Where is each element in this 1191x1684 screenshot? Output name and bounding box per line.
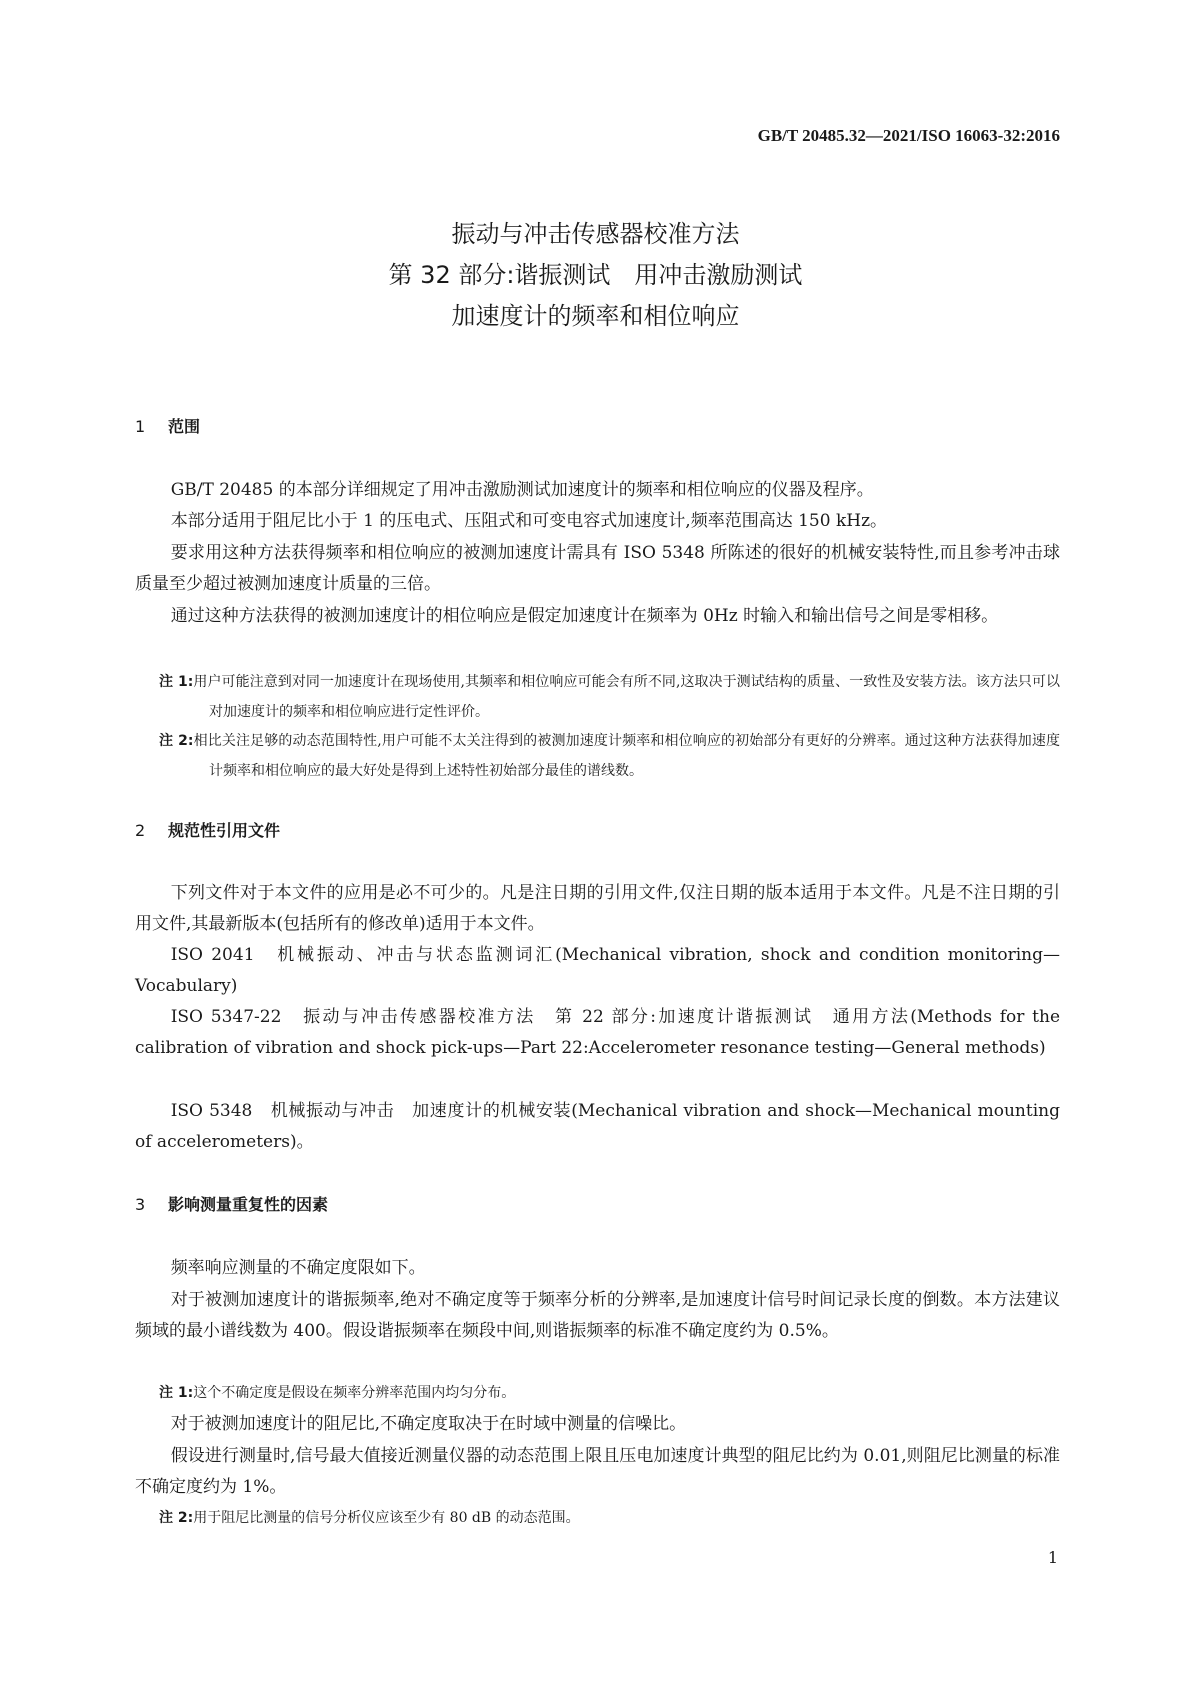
- paragraph: 下列文件对于本文件的应用是必不可少的。凡是注日期的引用文件,仅注日期的版本适用于本文件。凡是不注日期的引用文件,其最新版本(包括所有的修改单)适用于本文件。: [135, 883, 1060, 935]
- paragraph: 对于被测加速度计的阻尼比,不确定度取决于在时域中测量的信噪比。: [170, 1414, 687, 1434]
- note-text: 相比关注足够的动态范围特性,用户可能不太关注得到的被测加速度计频率和相位响应的初始部分有更好的分辨率。通过这种方法获得加速度计频率和相位响应的最大好处是得到上述特性初始部分最佳的谱线数。: [193, 733, 1060, 779]
- paragraph: 对于被测加速度计的谐振频率,绝对不确定度等于频率分析的分辨率,是加速度计信号时间记录长度的倒数。本方法建议频域的最小谱线数为 400。假设谐振频率在频段中间,则谐振频率的标准不确定度约为 0.5%。: [135, 1290, 1060, 1342]
- reference-entry: ISO 5347-22 振动与冲击传感器校准方法 第 22 部分:加速度计谐振测试 通用方法(Methods for the calibration of vibration and shock pick-ups—Part 22:Accelerometer resonance testing—General methods): [135, 1007, 1060, 1059]
- note: [159, 1379, 1060, 1409]
- page-number: 1: [1047, 1548, 1058, 1567]
- section-number: 3: [135, 1195, 146, 1214]
- document-title-line-2: 第 32 部分:谐振测试 用冲击激励测试: [388, 261, 803, 289]
- section-number: 1: [135, 417, 146, 436]
- paragraph: 本部分适用于阻尼比小于 1 的压电式、压阻式和可变电容式加速度计,频率范围高达 150 kHz。: [170, 511, 888, 531]
- document-title-line-3: 加速度计的频率和相位响应: [451, 302, 740, 330]
- reference-entry: ISO 5348 机械振动与冲击 加速度计的机械安装(Mechanical vibration and shock—Mechanical mounting of accelerometers)。: [135, 1101, 1060, 1153]
- paragraph: 要求用这种方法获得频率和相位响应的被测加速度计需具有 ISO 5348 所陈述的很好的机械安装特性,而且参考冲击球质量至少超过被测加速度计质量的三倍。: [135, 543, 1060, 595]
- note-label: 注 2:: [159, 733, 194, 749]
- note: [159, 1504, 1060, 1534]
- section-heading-normative-references: [135, 818, 280, 841]
- section-title: 规范性引用文件: [168, 821, 281, 840]
- paragraph: 频率响应测量的不确定度限如下。: [170, 1258, 426, 1278]
- note: [159, 727, 1060, 786]
- note-label: 注 1:: [159, 1385, 194, 1401]
- note: [159, 668, 1060, 727]
- note-text: 这个不确定度是假设在频率分辨率范围内均匀分布。: [193, 1385, 516, 1401]
- standard-code-header: GB/T 20485.32—2021/ISO 16063-32:2016: [757, 126, 1060, 145]
- paragraph: GB/T 20485 的本部分详细规定了用冲击激励测试加速度计的频率和相位响应的仪器及程序。: [170, 480, 874, 500]
- paragraph: 通过这种方法获得的被测加速度计的相位响应是假定加速度计在频率为 0Hz 时输入和输出信号之间是零相移。: [170, 606, 999, 626]
- paragraph: 假设进行测量时,信号最大值接近测量仪器的动态范围上限且压电加速度计典型的阻尼比约为 0.01,则阻尼比测量的标准不确定度约为 1%。: [135, 1446, 1060, 1498]
- section-heading-repeatability-factors: [135, 1192, 328, 1215]
- section-title: 影响测量重复性的因素: [168, 1195, 329, 1214]
- section-heading-scope: [135, 414, 200, 437]
- reference-entry: ISO 2041 机械振动、冲击与状态监测词汇(Mechanical vibration, shock and condition monitoring—Vocabulary): [135, 945, 1060, 997]
- note-label: 注 2:: [159, 1510, 194, 1526]
- section-number: 2: [135, 821, 146, 840]
- note-text: 用户可能注意到对同一加速度计在现场使用,其频率和相位响应可能会有所不同,这取决于测试结构的质量、一致性及安装方法。该方法只可以对加速度计的频率和相位响应进行定性评价。: [193, 674, 1060, 720]
- section-title: 范围: [168, 417, 201, 436]
- document-title-line-1: 振动与冲击传感器校准方法: [451, 220, 740, 248]
- note-text: 用于阻尼比测量的信号分析仪应该至少有 80 dB 的动态范围。: [193, 1510, 580, 1526]
- note-label: 注 1:: [159, 674, 194, 690]
